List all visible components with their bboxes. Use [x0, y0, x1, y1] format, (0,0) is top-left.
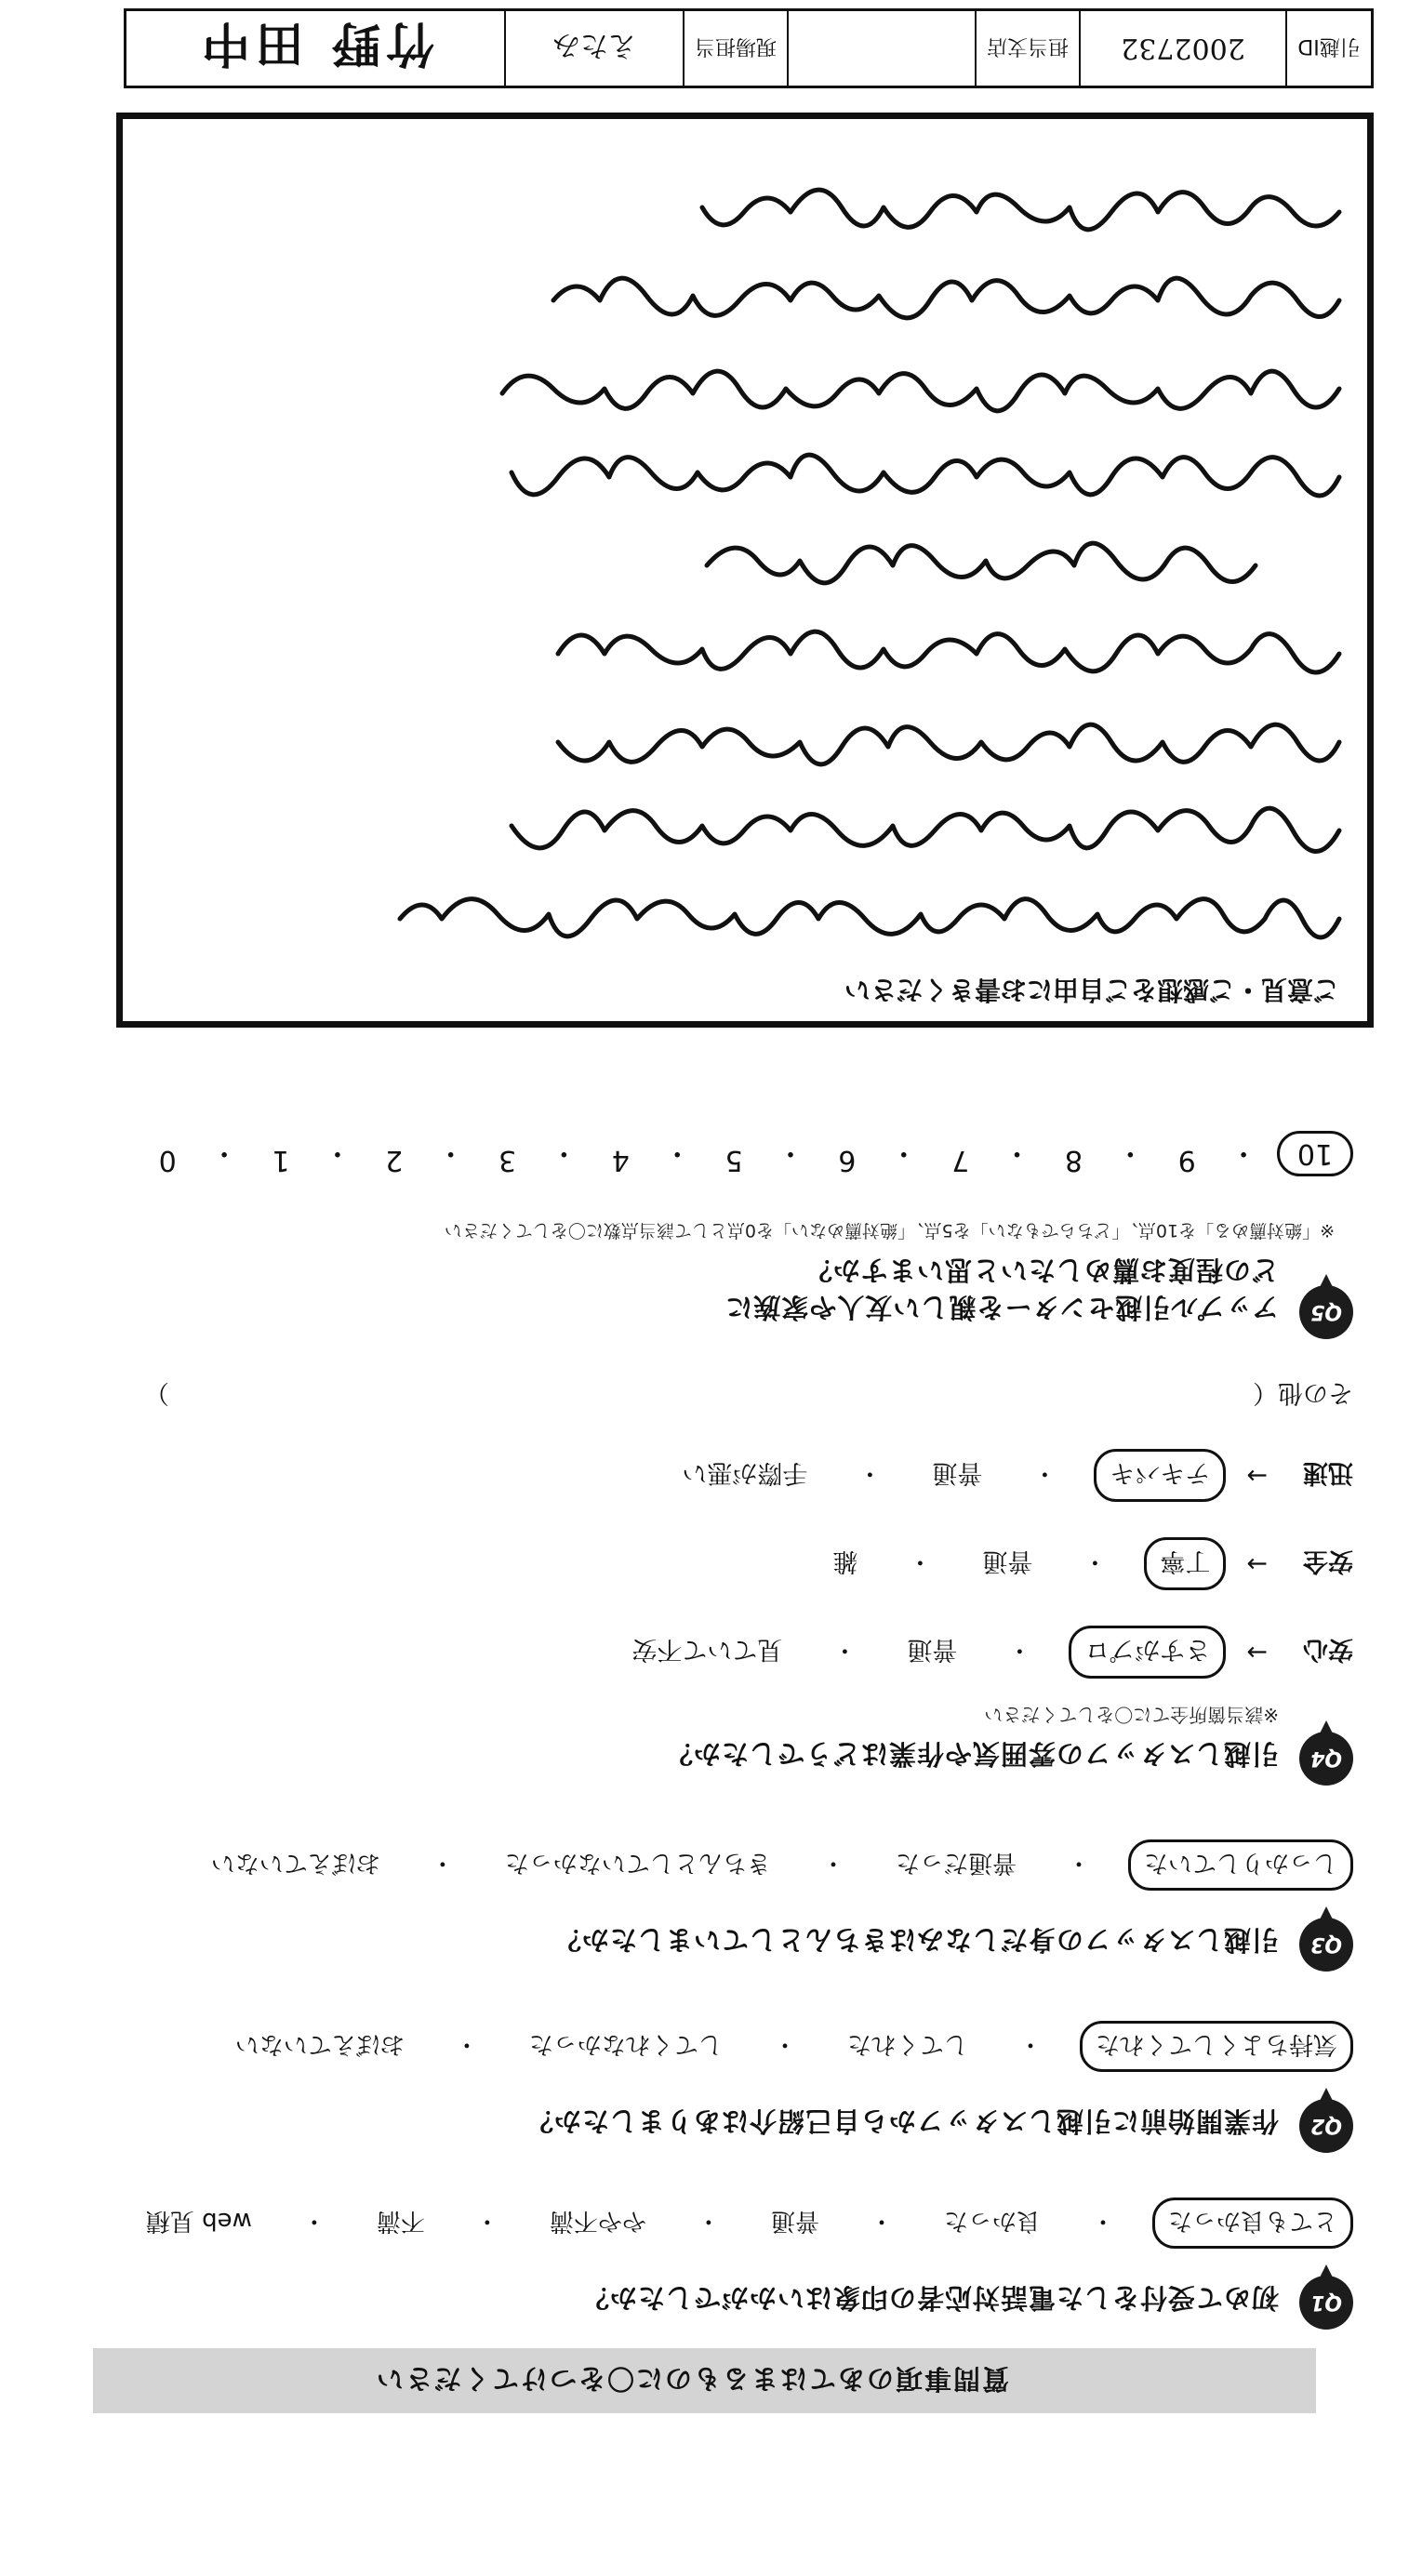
- q1-options: とても良かった ・ 良かった ・ 普通 ・ やや不満 ・ 不満 ・ web 見積: [133, 2198, 1353, 2249]
- instruction-text: 質問事項のあてはまるものに〇をつけてください: [374, 2363, 1009, 2396]
- question-3: [51, 1916, 1353, 1972]
- instruction-banner: [93, 2348, 1316, 2413]
- q1-option-6[interactable]: web 見積: [145, 2207, 252, 2235]
- q1-option-5[interactable]: 不満: [376, 2207, 425, 2235]
- score-6[interactable]: 6: [838, 1144, 857, 1176]
- q4-row-1-arrow: →: [1246, 1638, 1268, 1666]
- q1-option-1[interactable]: とても良かった: [1152, 2198, 1353, 2249]
- question-1: [51, 2274, 1353, 2330]
- q4-row-2-option-1[interactable]: 丁寧: [1144, 1537, 1226, 1590]
- q4-other-label: その他（: [1253, 1378, 1353, 1407]
- q3-options: しっかりしていた ・ 普通だった ・ きちんとしていなかった ・ おぼえていない: [198, 1839, 1353, 1891]
- score-0[interactable]: 0: [158, 1144, 177, 1176]
- q5-note: ※「絶対薦める」を10点、「どちらでもない」を5点、「絶対薦めない」を0点として該当点数に〇をしてください: [444, 1220, 1335, 1241]
- score-3[interactable]: 3: [498, 1144, 517, 1176]
- q2-text: 作業開始前に引越しスタッフから自己紹介はありましたか？: [525, 2105, 1279, 2137]
- q2-option-2[interactable]: してくれた: [846, 2030, 968, 2058]
- q2-option-3[interactable]: してくれなかった: [528, 2030, 723, 2058]
- q4-row-3-label: 迅速: [1303, 1458, 1353, 1487]
- score-5[interactable]: 5: [724, 1144, 743, 1176]
- q2-options: 気持ちよくしてくれた ・ してくれた ・ してくれなかった ・ おぼえていない: [222, 2021, 1353, 2072]
- q3-badge: Q3: [1299, 1918, 1353, 1972]
- score-10[interactable]: 10: [1277, 1131, 1353, 1176]
- q1-text: 初めて受付をした電話対応者の印象はいかがでしたか？: [580, 2282, 1279, 2314]
- q3-text: 引越しスタッフの身だしなみはきちんとしていましたか？: [552, 1924, 1279, 1956]
- q4-row-2-option-3[interactable]: 雑: [832, 1547, 858, 1575]
- q2-option-1[interactable]: 気持ちよくしてくれた: [1080, 2021, 1353, 2072]
- q4-row-2-arrow: →: [1246, 1549, 1268, 1578]
- q4-row-1-option-3[interactable]: 見ていて不安: [631, 1635, 783, 1664]
- footer-id-value: 2002732: [1079, 11, 1285, 86]
- q4-row-3-arrow: →: [1246, 1461, 1268, 1490]
- q4-other-row: [144, 1377, 1353, 1414]
- question-4: [51, 1702, 1353, 1786]
- q1-option-3[interactable]: 普通: [770, 2207, 819, 2235]
- q2-option-4[interactable]: おぼえていない: [234, 2030, 405, 2058]
- footer-branch-value: [787, 11, 975, 86]
- q4-row-1-option-1[interactable]: さすがプロ: [1069, 1626, 1226, 1679]
- score-2[interactable]: 2: [385, 1144, 404, 1176]
- q3-option-1[interactable]: しっかりしていた: [1128, 1839, 1353, 1891]
- score-9[interactable]: 9: [1177, 1144, 1196, 1176]
- q4-note: ※該当箇所全てに〇をしてください: [984, 1704, 1279, 1726]
- footer-staff-label: 現場担当: [683, 11, 787, 86]
- comments-heading: ご意見・ご感想をご自由にお書きください: [844, 975, 1339, 1005]
- q1-badge: Q1: [1299, 2276, 1353, 2330]
- q4-row-1-label: 安心: [1303, 1635, 1353, 1664]
- q3-option-3[interactable]: きちんとしていなかった: [504, 1849, 771, 1877]
- handwriting-scribble: [123, 119, 1367, 1021]
- score-8[interactable]: 8: [1064, 1144, 1083, 1176]
- q3-option-2[interactable]: 普通だった: [895, 1849, 1017, 1877]
- q5-badge: Q5: [1299, 1285, 1353, 1339]
- q4-row-2-option-2[interactable]: 普通: [982, 1547, 1033, 1575]
- q4-text: 引越しスタッフの雰囲気や作業はどうでしたか？: [664, 1738, 1279, 1770]
- q1-option-2[interactable]: 良かった: [943, 2207, 1041, 2235]
- comments-box[interactable]: [116, 113, 1374, 1028]
- q4-row-3-option-1[interactable]: テキパキ: [1094, 1449, 1226, 1502]
- q4-other-close: ）: [144, 1378, 169, 1407]
- q4-badge: Q4: [1299, 1732, 1353, 1786]
- q3-option-4[interactable]: おぼえていない: [210, 1849, 380, 1877]
- footer-id-label: 引越ID: [1285, 11, 1371, 86]
- question-2: [51, 2097, 1353, 2153]
- q4-row-2-label: 安全: [1303, 1547, 1353, 1575]
- question-5: [51, 1218, 1353, 1339]
- footer-staff-value: えたみ: [504, 11, 683, 86]
- footer-table: [124, 8, 1374, 88]
- q5-score-scale: 10 ・ 9 ・ 8 ・ 7 ・ 6 ・ 5 ・ 4 ・ 3 ・ 2 ・ 1 ・ 0: [144, 1131, 1353, 1176]
- score-4[interactable]: 4: [611, 1144, 630, 1176]
- q2-badge: Q2: [1299, 2099, 1353, 2153]
- q4-row-3-option-2[interactable]: 普通: [932, 1458, 983, 1487]
- footer-signature: 竹野 田中: [195, 15, 435, 73]
- q4-row-1-option-2[interactable]: 普通: [907, 1635, 958, 1664]
- score-1[interactable]: 1: [272, 1144, 290, 1176]
- q4-row-jinsoku: 迅速 → テキパキ ・ 普通 ・ 手際が悪い: [669, 1449, 1353, 1502]
- score-7[interactable]: 7: [951, 1144, 970, 1176]
- q4-row-3-option-3[interactable]: 手際が悪い: [682, 1458, 808, 1487]
- q5-text-line1: アップル引越センターを親しい友人や家族に: [724, 1292, 1279, 1323]
- q5-text-line2: どの程度お薦めしたいと思いますか？: [804, 1255, 1279, 1286]
- q4-row-anzen: 安全 → 丁寧 ・ 普通 ・ 雑: [819, 1537, 1353, 1590]
- q4-row-anshin: 安心 → さすがプロ ・ 普通 ・ 見ていて不安: [618, 1626, 1353, 1679]
- q1-option-4[interactable]: やや不満: [549, 2207, 646, 2235]
- footer-branch-label: 担当支店: [975, 11, 1079, 86]
